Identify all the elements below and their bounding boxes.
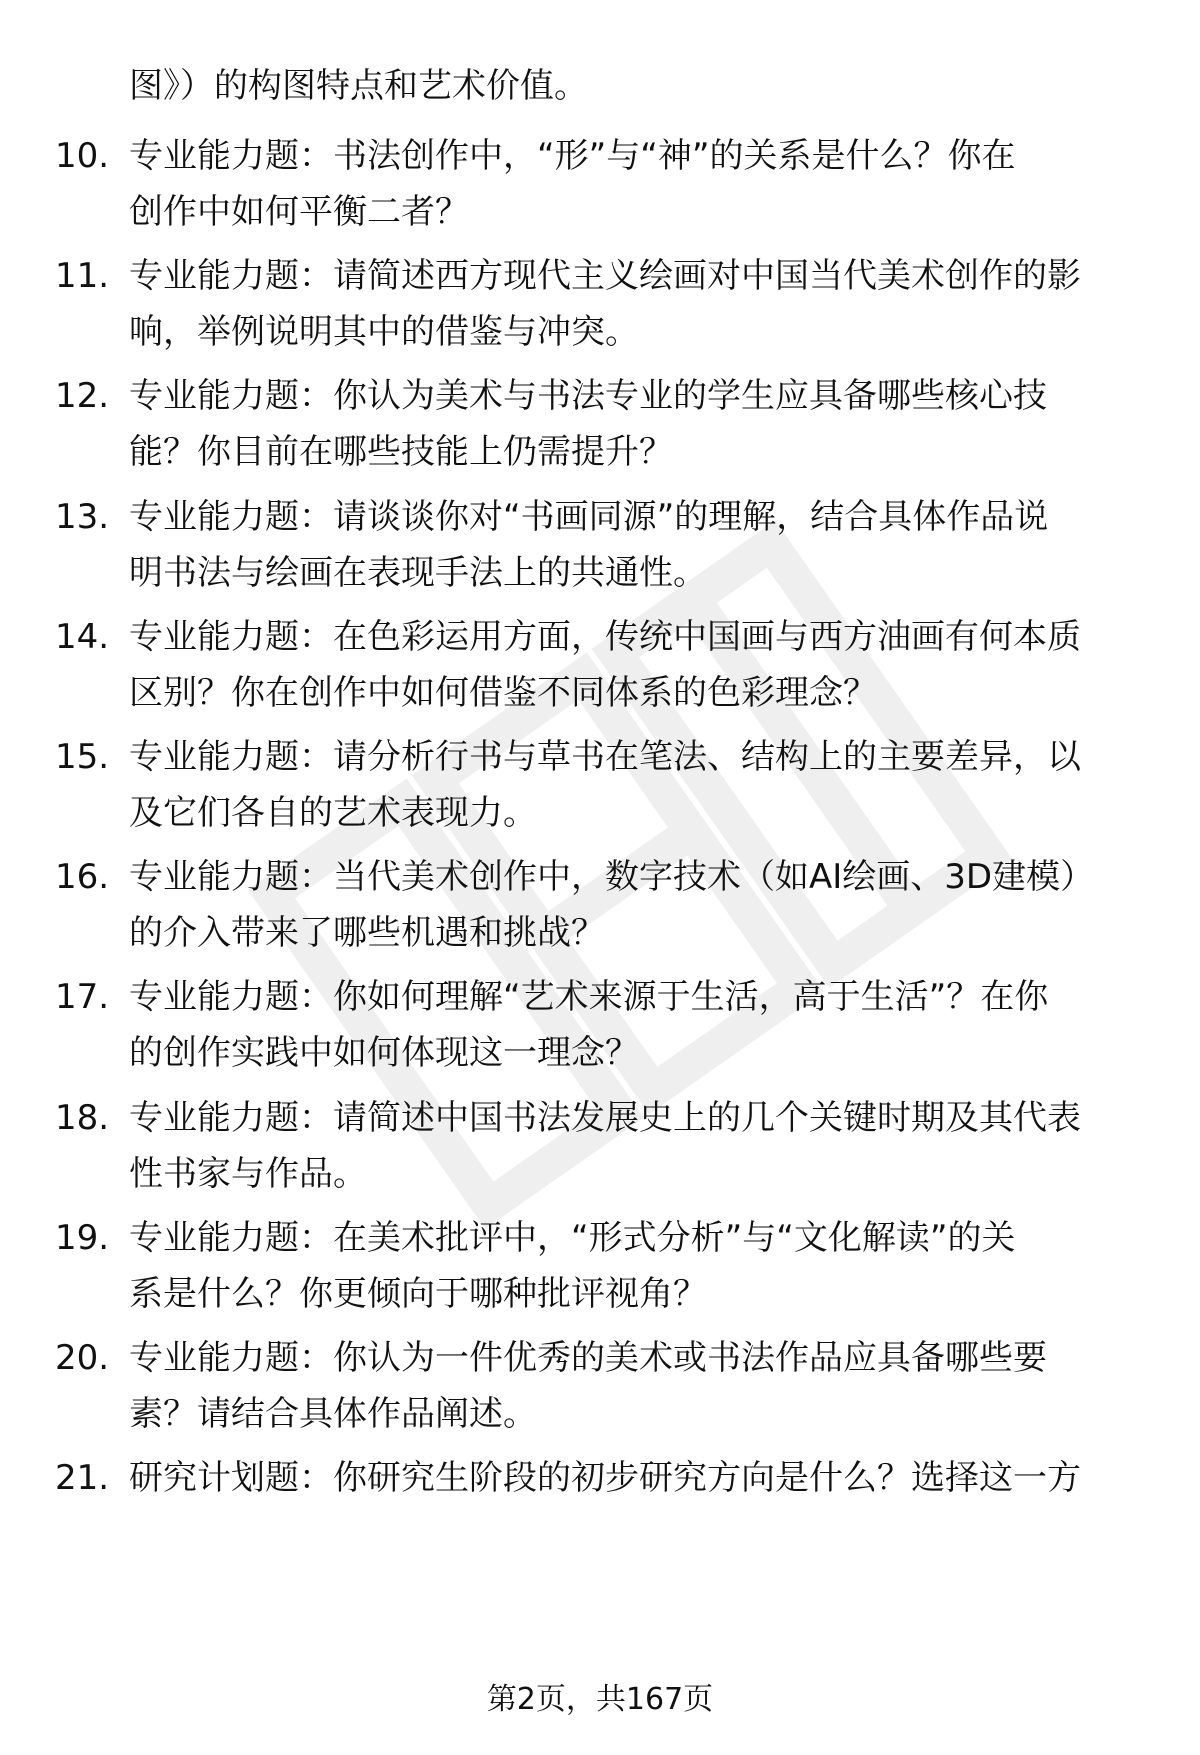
question-text: 专业能力题：当代美术创作中，数字技术（如AI绘画、3D建模） 的介入带来了哪些机遇和挑战？: [129, 857, 1095, 953]
question-text: 专业能力题：请简述中国书法发展史上的几个关键时期及其代表 性书家与作品。: [129, 1098, 1081, 1194]
question-number: 17.: [55, 977, 110, 1017]
question-text: 专业能力题：在色彩运用方面，传统中国画与西方油画有何本质 区别？你在创作中如何借鉴不同体系的色彩理念？: [129, 617, 1081, 713]
question-number: 13.: [55, 497, 110, 537]
question-number: 19.: [55, 1218, 110, 1258]
question-number: 21.: [55, 1458, 110, 1498]
question-text: 专业能力题：书法创作中，“形”与“神”的关系是什么？你在 创作中如何平衡二者？: [129, 136, 1016, 232]
page-footer: 第2页，共167页: [486, 1682, 714, 1717]
question-number: 18.: [55, 1098, 110, 1138]
question-number: 16.: [55, 857, 110, 897]
question-text: 专业能力题：请分析行书与草书在笔法、结构上的主要差异，以 及它们各自的艺术表现力。: [129, 737, 1081, 833]
question-number: 14.: [55, 617, 110, 657]
question-text: 专业能力题：请谈谈你对“书画同源”的理解，结合具体作品说 明书法与绘画在表现手法上的共通性。: [129, 497, 1049, 593]
question-text: 专业能力题：你认为美术与书法专业的学生应具备哪些核心技 能？你目前在哪些技能上仍需提升？: [129, 376, 1047, 472]
question-number: 15.: [55, 737, 110, 777]
question-text: 专业能力题：在美术批评中，“形式分析”与“文化解读”的关 系是什么？你更倾向于哪种批评视角？: [129, 1218, 1016, 1314]
intro-line: 图》）的构图特点和艺术价值。: [129, 66, 588, 106]
question-number: 20.: [55, 1338, 110, 1378]
question-number: 10.: [55, 136, 110, 176]
question-number: 12.: [55, 376, 110, 416]
question-text: 研究计划题：你研究生阶段的初步研究方向是什么？选择这一方: [129, 1458, 1081, 1498]
question-text: 专业能力题：你认为一件优秀的美术或书法作品应具备哪些要 素？请结合具体作品阐述。: [129, 1338, 1047, 1434]
question-number: 11.: [55, 256, 110, 296]
question-text: 专业能力题：请简述西方现代主义绘画对中国当代美术创作的影 响，举例说明其中的借鉴与冲突。: [129, 256, 1081, 352]
question-text: 专业能力题：你如何理解“艺术来源于生活，高于生活”？在你 的创作实践中如何体现这一理念？: [129, 977, 1049, 1073]
